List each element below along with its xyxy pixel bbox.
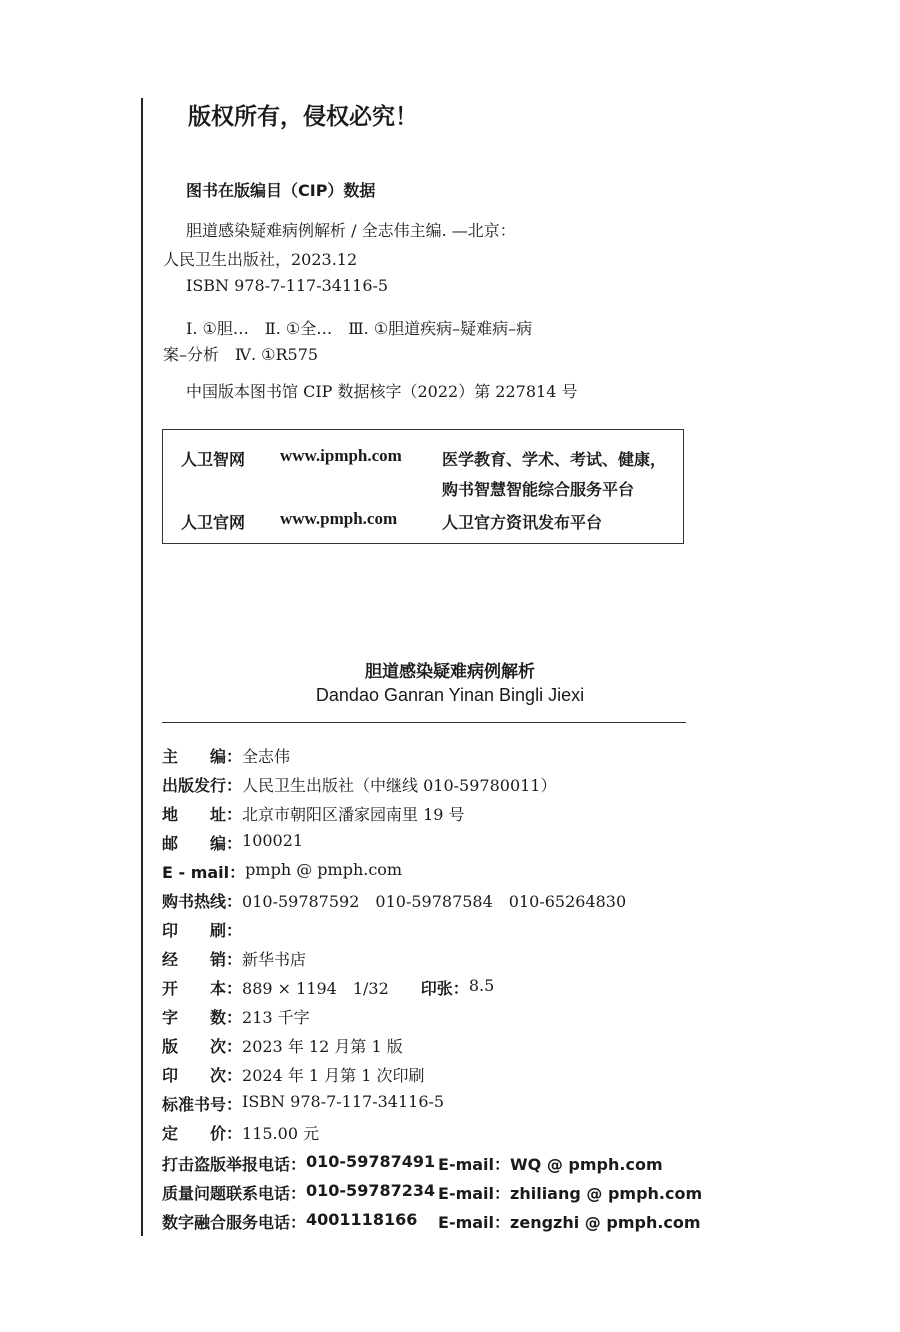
detail-value: 北京市朝阳区潘家园南里 19 号 (242, 805, 465, 824)
detail-value: 213 千字 (242, 1008, 310, 1027)
detail-value: 8.5 (468, 976, 495, 995)
website-name: 人卫官网 (181, 513, 246, 532)
website-desc: 人卫官方资讯发布平台 (442, 513, 603, 532)
website-desc: 医学教育、学术、考试、健康， (442, 450, 667, 469)
detail-key: 地 址： (162, 805, 243, 824)
hotline-key: 数字融合服务电话： (162, 1213, 307, 1232)
detail-row (162, 1121, 319, 1145)
book-pinyin: Dandao Ganran Yinan Bingli Jiexi (315, 685, 585, 705)
hotline-email: E-mail：zengzhi @ pmph.com (438, 1213, 701, 1232)
website-box (162, 429, 684, 544)
detail-row (162, 1063, 425, 1087)
detail-row (162, 889, 626, 913)
website-url[interactable]: www.ipmph.com (280, 446, 402, 465)
detail-key: 印张： (420, 979, 469, 998)
detail-row (162, 1005, 310, 1029)
cip-line-1: 胆道感染疑难病例解析 / 全志伟主编. —北京： (186, 221, 516, 240)
website-url[interactable]: www.pmph.com (280, 509, 398, 528)
detail-value: pmph @ pmph.com (245, 860, 403, 879)
detail-value: 全志伟 (242, 747, 291, 766)
detail-key: 出版发行： (162, 776, 243, 795)
hotline-row (162, 1152, 663, 1176)
divider (162, 722, 686, 723)
hotline-email: E-mail：WQ @ pmph.com (438, 1155, 663, 1174)
detail-row (162, 860, 402, 884)
detail-key: 版 次： (162, 1037, 243, 1056)
detail-row (162, 976, 494, 1000)
hotline-key: 打击盗版举报电话： (162, 1155, 307, 1174)
detail-key: 定 价： (162, 1124, 243, 1143)
detail-value: 115.00 元 (242, 1124, 320, 1143)
hotline-email: E-mail：zhiliang @ pmph.com (438, 1184, 703, 1203)
detail-value: 新华书店 (242, 950, 307, 969)
hotline-phone: 010-59787234 (306, 1181, 436, 1200)
hotline-row (162, 1210, 701, 1234)
detail-value: 010-59787592 010-59787584 010-65264830 (242, 892, 627, 911)
cip-line-2: 人民卫生出版社，2023.12 (163, 250, 358, 269)
detail-key: 购书热线： (162, 892, 243, 911)
detail-key: 字 数： (162, 1008, 243, 1027)
detail-value: ISBN 978-7-117-34116-5 (242, 1092, 445, 1111)
detail-row (162, 831, 303, 855)
hotline-phone: 010-59787491 (306, 1152, 436, 1171)
detail-value: 2024 年 1 月第 1 次印刷 (242, 1066, 425, 1085)
detail-value: 人民卫生出版社（中继线 010-59780011） (242, 776, 557, 795)
cip-line-3: ISBN 978-7-117-34116-5 (186, 276, 389, 295)
detail-row (162, 802, 465, 826)
website-desc-2: 购书智慧智能综合服务平台 (442, 480, 635, 499)
detail-key: 经 销： (162, 950, 243, 969)
hotline-phone: 4001118166 (306, 1210, 418, 1229)
detail-value: 100021 (242, 831, 304, 850)
cip-line-5: 案–分析 Ⅳ. ①R575 (163, 345, 319, 364)
website-name: 人卫智网 (181, 450, 246, 469)
detail-key: 标准书号： (162, 1095, 243, 1114)
detail-value: 2023 年 12 月第 1 版 (242, 1037, 403, 1056)
detail-key: E - mail： (162, 863, 246, 882)
hotline-row (162, 1181, 702, 1205)
detail-key: 主 编： (162, 747, 243, 766)
cip-heading: 图书在版编目（CIP）数据 (186, 181, 376, 200)
detail-key: 印 次： (162, 1066, 243, 1085)
book-title: 胆道感染疑难病例解析 (365, 662, 535, 682)
cip-line-4: Ⅰ. ①胆… Ⅱ. ①全… Ⅲ. ①胆道疾病–疑难病–病 (186, 319, 533, 338)
detail-row (162, 918, 242, 942)
detail-key: 邮 编： (162, 834, 243, 853)
detail-key: 开 本： (162, 979, 243, 998)
detail-key: 印 刷： (162, 921, 243, 940)
hotline-key: 质量问题联系电话： (162, 1184, 307, 1203)
detail-row (162, 744, 290, 768)
detail-row (162, 1034, 403, 1058)
detail-value: 889 × 1194 1/32 (242, 979, 421, 998)
copyright-notice: 版权所有，侵权必究！ (188, 104, 418, 130)
detail-row (162, 947, 306, 971)
cip-line-6: 中国版本图书馆 CIP 数据核字（2022）第 227814 号 (186, 382, 578, 401)
detail-row (162, 1092, 444, 1116)
detail-row (162, 773, 557, 797)
